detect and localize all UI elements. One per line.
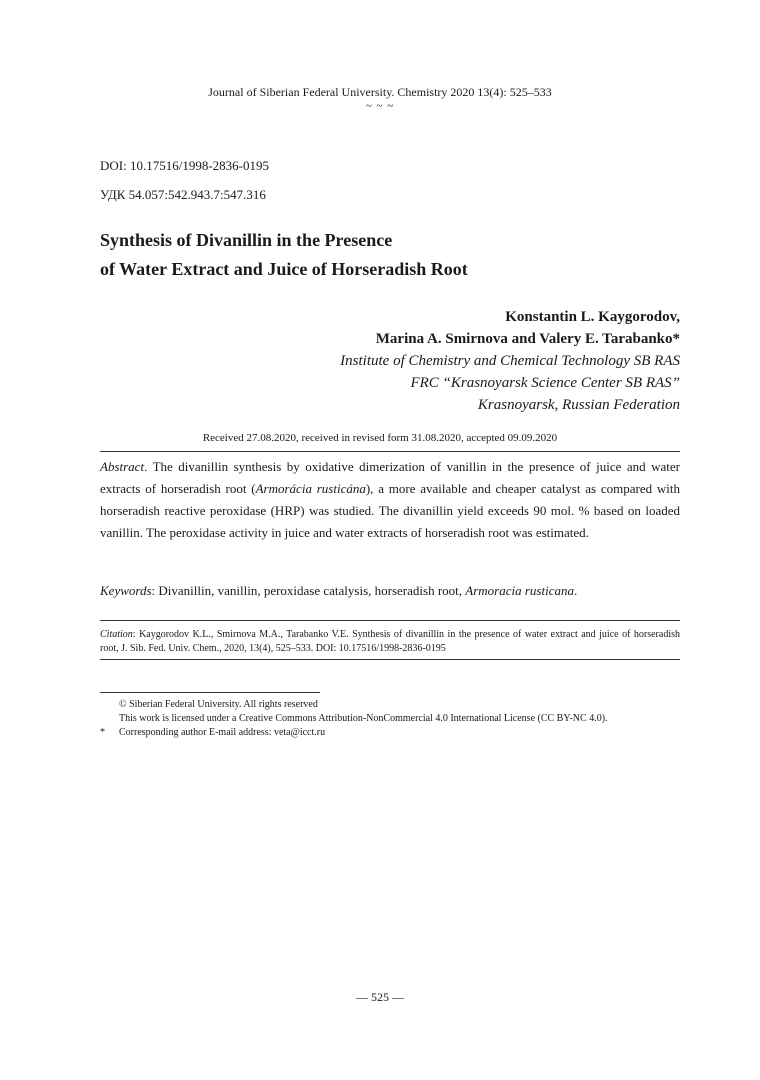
- title-line-2: of Water Extract and Juice of Horseradish Root: [100, 259, 468, 279]
- footnote-corresponding: [100, 726, 700, 740]
- title-line-1: Synthesis of Divanillin in the Presence: [100, 230, 393, 250]
- authors-block: [180, 306, 680, 416]
- abstract-species: Armorácia rusticána: [255, 481, 366, 496]
- rule-top: [100, 451, 680, 452]
- keywords: [100, 580, 680, 602]
- authors-line-2: Marina A. Smirnova and Valery E. Tarabanko*: [375, 331, 680, 347]
- keywords-text: : Divanillin, vanillin, peroxidase catalysis, horseradish root,: [151, 583, 466, 598]
- article-title: [100, 226, 660, 284]
- citation-label: Citation: [100, 629, 133, 640]
- citation: [100, 628, 680, 656]
- abstract-text-b: ), a more available and cheaper catalyst as compared with horseradish reactive peroxidase (HRP) was studied. The divanillin yield exceeds 90 mol. % based on loaded vanillin. The peroxidase activity in juice and water extracts of horseradish root was estimated.: [100, 481, 680, 540]
- footnotes: [100, 698, 700, 740]
- page-number: — 525 —: [356, 990, 404, 1004]
- rule-citation-bottom: [100, 659, 680, 660]
- keywords-end: .: [573, 583, 578, 598]
- keywords-species: Armoracia rusticana: [465, 583, 574, 598]
- footnote-rule: [100, 692, 320, 693]
- rule-citation-top: [100, 620, 680, 621]
- abstract: [100, 456, 680, 544]
- doi: DOI: 10.17516/1998-2836-0195: [100, 158, 269, 173]
- header-separator: ~ ~ ~: [365, 100, 395, 112]
- corresponding-author-email: Corresponding author E-mail address: veta@icct.ru: [119, 727, 326, 738]
- authors-line-1: Konstantin L. Kaygorodov,: [505, 309, 680, 325]
- footnote-license: This work is licensed under a Creative Commons Attribution-NonCommercial 4.0 International License (CC BY-NC 4.0).: [119, 713, 608, 724]
- affiliation-2: FRC “Krasnoyarsk Science Center SB RAS”: [410, 375, 680, 391]
- affiliation-1: Institute of Chemistry and Chemical Technology SB RAS: [340, 353, 680, 369]
- received-dates: Received 27.08.2020, received in revised form 31.08.2020, accepted 09.09.2020: [202, 432, 558, 444]
- footnote-asterisk: *: [100, 727, 105, 738]
- citation-text: : Kaygorodov K.L., Smirnova M.A., Tarabanko V.E. Synthesis of divanillin in the presence of water extract and juice of horseradish root, J. Sib. Fed. Univ. Chem., 2020, 13(4), 525–533. DOI: 10.17516/1998-2836-0195: [100, 629, 680, 654]
- abstract-text-a: . The divanillin synthesis by oxidative dimerization of vanillin in the presence of juice and water extracts of horseradish root (: [100, 459, 680, 496]
- journal-header: Journal of Siberian Federal University. Chemistry 2020 13(4): 525–533: [208, 85, 552, 99]
- affiliation-3: Krasnoyarsk, Russian Federation: [477, 397, 680, 413]
- keywords-label: Keywords: [100, 583, 152, 598]
- udk-code: УДК 54.057:542.943.7:547.316: [100, 187, 266, 202]
- footnote-copyright: © Siberian Federal University. All rights reserved: [119, 699, 318, 710]
- abstract-label: Abstract: [100, 459, 145, 474]
